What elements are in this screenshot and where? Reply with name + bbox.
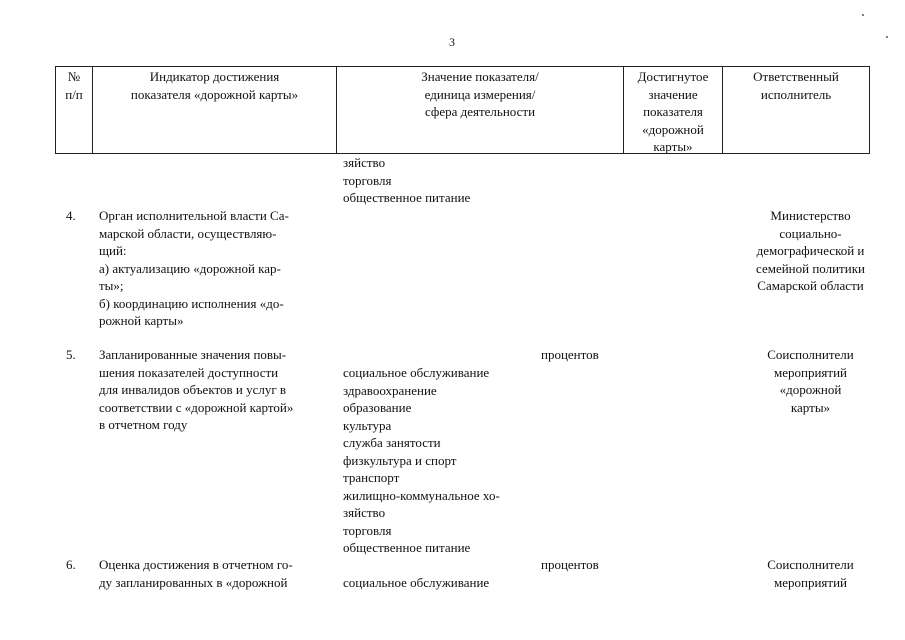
row-responsible: Соисполнители мероприятий «дорожной карты» [767, 347, 854, 415]
row-indicator: Запланированные значения повы- шения показателей доступности для инвалидов объектов и услуг в соответствии с «дорожной картой» в отчетном году [99, 347, 294, 432]
header-indicator: Индикатор достижения показателя «дорожной карты» [130, 69, 299, 102]
row-number: 5. [66, 347, 76, 362]
header-value: Значение показателя/ единица измерения/ сфера деятельности [421, 69, 539, 119]
row-number: 6. [66, 557, 76, 572]
row-indicator: Оценка достижения в отчетном го- ду запланированных в «дорожной [99, 557, 293, 590]
row-number: 4. [66, 208, 76, 223]
page-number: 3 [449, 35, 455, 49]
row-spheres: социальное обслуживание здравоохранение образование культура служба занятости физкультура и спорт транспорт жилищно-коммунальное хо- зяйство торговля общественное питание [343, 365, 500, 555]
continuation-spheres: зяйство торговля общественное питание [343, 155, 471, 205]
row-unit: процентов [541, 557, 599, 572]
header-num: № п/п [65, 69, 83, 102]
row-unit: процентов [541, 347, 599, 362]
header-responsible: Ответственный исполнитель [753, 69, 839, 102]
row-responsible: Соисполнители мероприятий [767, 557, 854, 590]
row-indicator: Орган исполнительной власти Са- марской области, осуществляю- щий: а) актуализацию «дорожной кар- ты»; б) координацию исполнения «до- рожной карты» [99, 208, 289, 328]
scan-speck [886, 36, 888, 38]
scan-speck [862, 14, 864, 16]
row-responsible: Министерство социально- демографической и семейной политики Самарской области [756, 208, 865, 293]
row-spheres: социальное обслуживание [343, 575, 490, 590]
header-achieved: Достигнутое значение показателя «дорожной карты» [637, 69, 709, 154]
